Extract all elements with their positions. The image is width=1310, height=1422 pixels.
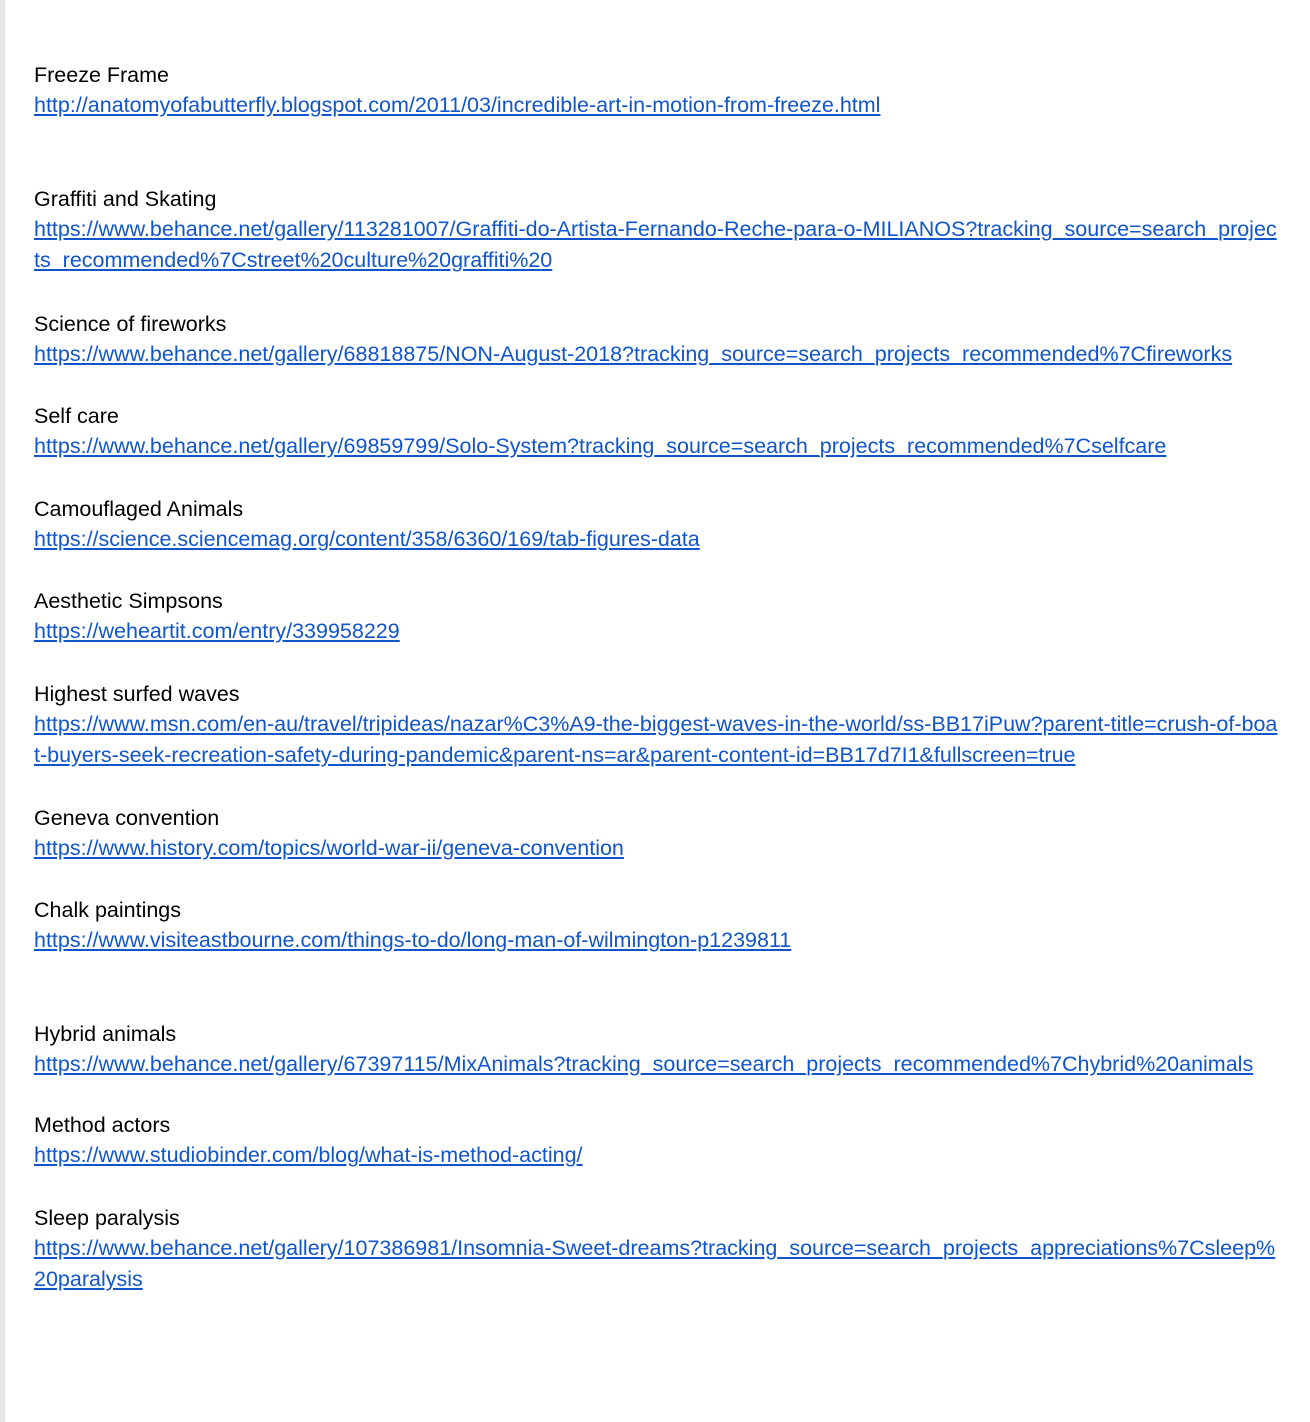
entry-link[interactable]: https://www.behance.net/gallery/69859799/Solo-System?tracking_source=search_projects_recommended%7Cselfcare [34,434,1167,458]
entry-link[interactable]: http://anatomyofabutterfly.blogspot.com/2011/03/incredible-art-in-motion-from-freeze.html [34,93,881,117]
entry-link[interactable]: https://www.history.com/topics/world-war-ii/geneva-convention [34,835,624,860]
entry-title: Freeze Frame [34,63,170,87]
document-left-edge [0,0,5,1422]
link-entry [34,309,1279,371]
link-entry [34,184,1279,277]
entry-title: Graffiti and Skating [34,186,217,211]
entry-title: Chalk paintings [34,898,182,922]
link-entry [34,586,1279,648]
entry-link[interactable]: https://www.behance.net/gallery/68818875/NON-August-2018?tracking_source=search_projects_recommended%7Cfireworks [34,341,1233,366]
link-entry [34,1019,1279,1081]
entry-link[interactable]: https://www.studiobinder.com/blog/what-is-method-acting/ [34,1143,583,1167]
entry-link[interactable]: https://www.behance.net/gallery/67397115/MixAnimals?tracking_source=search_projects_recommended%7Chybrid%20animals [34,1051,1254,1076]
link-entry [34,60,1279,122]
entry-title: Highest surfed waves [34,681,240,706]
entry-link[interactable]: https://www.behance.net/gallery/113281007/Graffiti-do-Artista-Fernando-Reche-para-o-MILIANOS?tracking_source=search_projects_recommended%7Cstreet%20culture%20graffiti%20 [34,216,1277,272]
entry-title: Method actors [34,1113,171,1137]
link-entry [34,803,1279,865]
entry-link[interactable]: https://www.visiteastbourne.com/things-to-do/long-man-of-wilmington-p1239811 [34,928,792,952]
link-entry [34,1110,1279,1172]
entry-title: Hybrid animals [34,1021,177,1046]
entry-link[interactable]: https://www.msn.com/en-au/travel/tripideas/nazar%C3%A9-the-biggest-waves-in-the-world/ss-BB17iPuw?parent-title=crush-of-boat-buyers-seek-recreation-safety-during-pandemic&parent-ns=ar&parent-content-id=BB17d7I1&fullscreen=true [34,711,1278,767]
link-entry [34,1203,1279,1296]
entry-link[interactable]: https://science.sciencemag.org/content/358/6360/169/tab-figures-data [34,526,700,551]
entry-title: Aesthetic Simpsons [34,589,223,613]
entry-title: Science of fireworks [34,311,227,336]
entry-title: Self care [34,404,119,428]
link-entry [34,679,1279,772]
entry-link[interactable]: https://weheartit.com/entry/339958229 [34,619,400,643]
link-entry [34,494,1279,556]
entry-title: Geneva convention [34,805,220,830]
link-entry [34,895,1279,957]
entry-title: Camouflaged Animals [34,496,244,521]
entry-title: Sleep paralysis [34,1205,180,1230]
entry-link[interactable]: https://www.behance.net/gallery/107386981/Insomnia-Sweet-dreams?tracking_source=search_projects_appreciations%7Csleep%20paralysis [34,1235,1276,1291]
link-entry [34,401,1279,463]
document-body [34,60,1279,1296]
